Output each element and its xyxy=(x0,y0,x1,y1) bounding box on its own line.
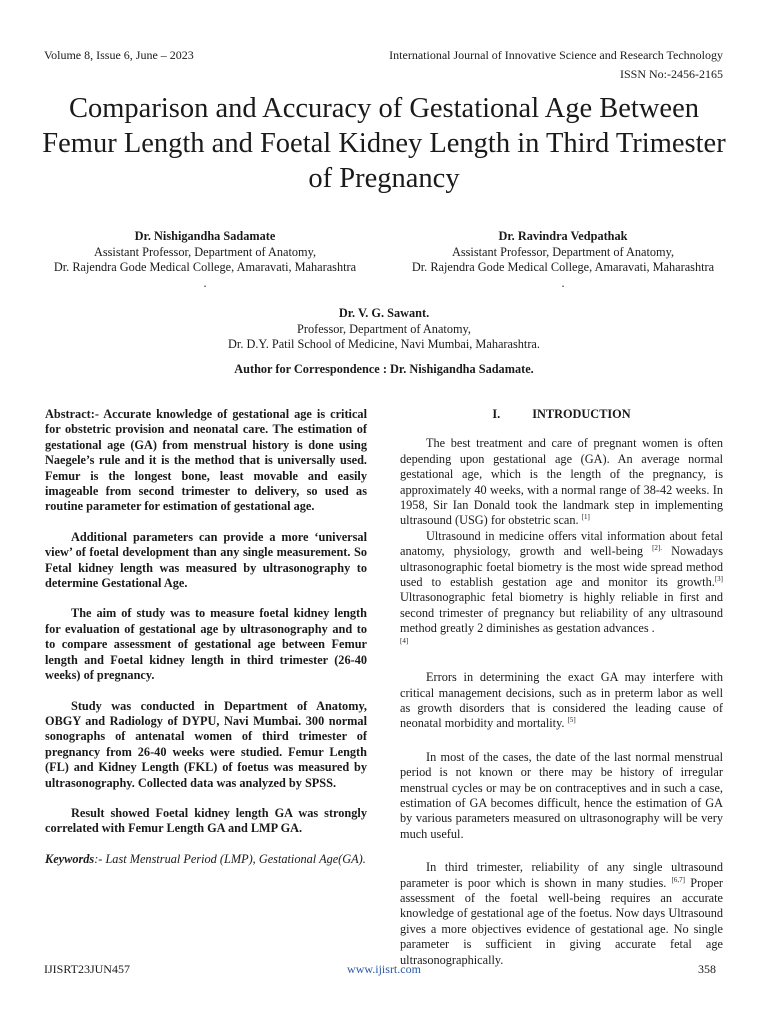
abstract-paragraph: Study was conducted in Department of Anatomy, OBGY and Radiology of DYPU, Navi Mumbai. 300 normal sonographs of antenatal women of third trimester of pregnancy from 26-40 weeks were studied. Femur Length (FL) and Kidney Length (FKL) of foetus was measured by ultrasonography. Collected data was analyzed by SPSS. xyxy=(45,698,367,790)
section-number: I. xyxy=(492,407,501,421)
author-name: Dr. Nishigandha Sadamate xyxy=(134,229,276,243)
intro-text: Errors in determining the exact GA may interfere with critical management decisions, such as in preterm labor as well as growth disorders that is considered the leading cause of neonatal morbidity and mortality. xyxy=(400,670,723,731)
author-name: Dr. V. G. Sawant. xyxy=(338,306,430,320)
footer-page-number: 358 xyxy=(698,962,716,976)
correspondence-line: Author for Correspondence : Dr. Nishigandha Sadamate. xyxy=(234,362,534,376)
citation-ref: [2]. xyxy=(652,544,663,553)
author-position: Assistant Professor, Department of Anatomy, xyxy=(451,244,675,259)
author-name: Dr. Ravindra Vedpathak xyxy=(498,229,628,243)
header-issn: ISSN No:-2456-2165 xyxy=(619,67,723,81)
author-position: Assistant Professor, Department of Anatomy, xyxy=(93,244,317,259)
intro-paragraph xyxy=(400,529,723,652)
section-title: INTRODUCTION xyxy=(532,407,631,421)
author-mark: . xyxy=(203,275,207,290)
author-position: Professor, Department of Anatomy, xyxy=(297,321,471,336)
intro-text: Proper assessment of the foetal well-being requires an accurate knowledge of gestational age of the foetus. Now days Ultrasound gives a more objectives evidence of gestational age. No single parameter is sufficient in giving accurate fetal age ultrasonographically. xyxy=(400,875,724,967)
intro-text: Nowadays ultrasonographic foetal biometry is the most wide spread method used to establish gestation age and monitor its growth. xyxy=(400,544,723,590)
introduction-column xyxy=(400,407,723,968)
citation-ref: [4] xyxy=(400,636,409,645)
intro-text: Ultrasonographic fetal biometry is highly reliable in first and second trimester of pregnancy but reliability of any ultrasound method greatly 2 diminishes as gestation advances . xyxy=(400,590,723,636)
abstract-column xyxy=(45,407,367,867)
author-affiliation: Dr. D.Y. Patil School of Medicine, Navi Mumbai, Maharashtra. xyxy=(228,337,540,351)
abstract-paragraph: Abstract:- Accurate knowledge of gestational age is critical for obstetric provision and neonatal care. The estimation of gestational age (GA) from menstrual history is done using Naegele’s rule and it is the method that is universally used. Femur is the longest bone, least movable and easily imageable from second trimester to delivery, so used as routine parameter for estimation of gestational age. xyxy=(45,407,367,514)
author-block-3 xyxy=(134,306,634,353)
footer-code: IJISRT23JUN457 xyxy=(44,962,130,976)
intro-paragraph xyxy=(400,860,723,968)
intro-paragraph: In most of the cases, the date of the last normal menstrual period is not known or there may be history of irregular menstrual cycles or may be on contraceptives and in such a case, estimation of GA becomes difficult, hence the estimation of GA by various parameters measured on ultrasonography will be very much useful. xyxy=(400,749,723,841)
author-affiliation: Dr. Rajendra Gode Medical College, Amaravati, Maharashtra xyxy=(411,260,715,274)
paper-title: Comparison and Accuracy of Gestational Age Between Femur Length and Foetal Kidney Length in Third Trimester of Pregnancy xyxy=(42,93,726,194)
header-journal: International Journal of Innovative Science and Research Technology xyxy=(389,48,723,62)
keywords-label: Keywords xyxy=(45,851,95,866)
abstract-paragraph: Additional parameters can provide a more ‘universal view’ of foetal development than any single measurement. So Fetal kidney length was measured by ultrasonography to determine Gestational Age. xyxy=(45,529,367,591)
intro-text: In third trimester, reliability of any single ultrasound parameter is poor which is shown in many studies. xyxy=(400,860,723,890)
citation-ref: [3] xyxy=(714,575,723,584)
keywords-text: :- Last Menstrual Period (LMP), Gestational Age(GA). xyxy=(94,851,366,866)
intro-paragraph xyxy=(400,436,723,528)
intro-text: Ultrasound in medicine offers vital information about fetal anatomy, physiology, growth and well-being xyxy=(400,528,723,559)
intro-paragraph xyxy=(400,670,723,732)
author-mark: . xyxy=(561,275,565,290)
citation-ref: [6,7] xyxy=(671,875,685,884)
citation-ref: [5] xyxy=(567,716,576,725)
author-block-1 xyxy=(30,229,380,291)
section-heading xyxy=(400,407,723,422)
author-block-2 xyxy=(388,229,738,291)
abstract-paragraph: Result showed Foetal kidney length GA was strongly correlated with Femur Length GA and LMP GA. xyxy=(45,805,367,836)
keywords xyxy=(45,852,367,867)
header-volume: Volume 8, Issue 6, June – 2023 xyxy=(44,48,194,62)
intro-text: The best treatment and care of pregnant women is often depending upon gestational age (GA). An average normal gestational age, which is the length of the pregnancy, is approximately 40 weeks, with a normal range of 38-42 weeks. In 1958, Sir Ian Donald took the landmark step in implementing ultrasound (USG) for obstetric scan. xyxy=(400,436,723,528)
author-affiliation: Dr. Rajendra Gode Medical College, Amaravati, Maharashtra xyxy=(53,260,357,274)
footer-website-link[interactable]: www.ijisrt.com xyxy=(347,962,421,976)
citation-ref: [1] xyxy=(581,513,590,522)
abstract-paragraph: The aim of study was to measure foetal kidney length for evaluation of gestational age by ultrasonography and to to compare assessment of gestational age between Femur length and Foetal kidney length in third trimester (26-40 weeks) of pregnancy. xyxy=(45,606,367,683)
